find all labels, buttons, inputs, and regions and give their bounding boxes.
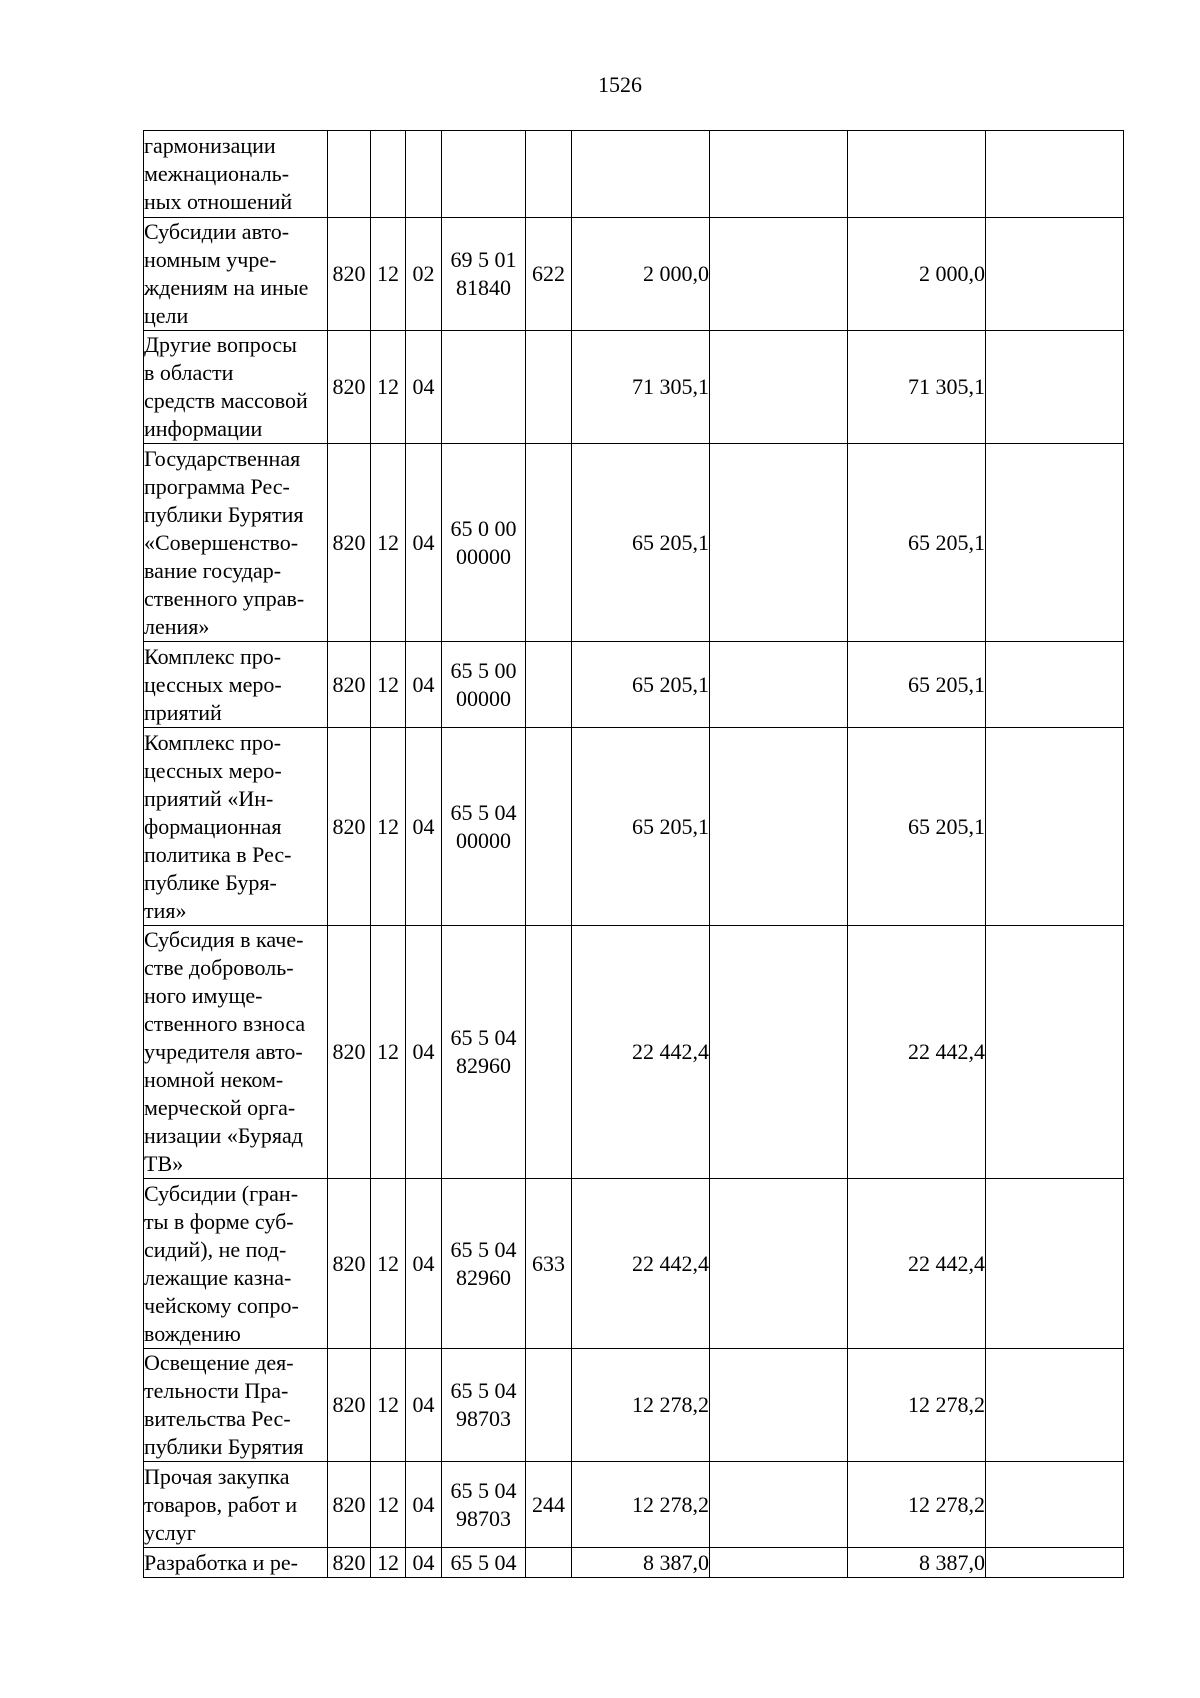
target-article-line: 82960 <box>456 1264 511 1290</box>
row-name-line: номным учре- <box>144 247 277 272</box>
sum-cell: 22 442,4 <box>572 926 710 1179</box>
table-row <box>144 728 1124 926</box>
subsection-code-cell: 04 <box>406 728 442 926</box>
row-name-cell <box>144 331 328 444</box>
target-article-cell <box>442 728 526 926</box>
section-code-cell: 12 <box>371 1179 406 1349</box>
subsection-code-cell: 04 <box>406 642 442 728</box>
expense-type-cell: 244 <box>526 1462 572 1548</box>
row-name-line: тия» <box>144 897 187 923</box>
row-name-line: ТВ» <box>144 1151 184 1176</box>
target-article-line: 65 5 04 <box>450 1549 517 1575</box>
section-code-cell: 12 <box>371 728 406 926</box>
section-code-cell: 12 <box>371 331 406 444</box>
subsection-code-cell: 04 <box>406 926 442 1179</box>
total-cell: 71 305,1 <box>848 331 986 444</box>
row-name-line: публике Буря- <box>144 869 277 895</box>
target-article-line: 00000 <box>456 685 511 711</box>
row-name-line: ждениям на иные <box>144 275 309 300</box>
expense-type-cell: 633 <box>526 1179 572 1349</box>
row-name-cell <box>144 1462 328 1548</box>
row-name-line: в области <box>144 360 234 385</box>
sum-cell: 8 387,0 <box>572 1548 710 1578</box>
target-article-cell <box>442 1179 526 1349</box>
sum-cell: 22 442,4 <box>572 1179 710 1349</box>
row-name-line: Комплекс про- <box>144 729 282 755</box>
row-name-line: Субсидия в каче- <box>144 927 304 952</box>
row-name-line: тельности Пра- <box>144 1378 289 1403</box>
page-number: 1526 <box>598 72 642 97</box>
row-name-line: ственного управ- <box>144 585 305 611</box>
target-article-line: 69 5 01 <box>450 247 517 272</box>
total-cell <box>848 131 986 218</box>
row-name-line: вождению <box>144 1320 241 1346</box>
expense-type-cell <box>526 926 572 1179</box>
section-code-cell <box>371 131 406 218</box>
total-cell: 65 205,1 <box>848 444 986 642</box>
table-row <box>144 1179 1124 1349</box>
table-row <box>144 218 1124 331</box>
subsection-code-cell: 02 <box>406 218 442 331</box>
ministry-code-cell: 820 <box>328 1462 371 1548</box>
target-article-line: 00000 <box>456 827 511 853</box>
ministry-code-cell: 820 <box>328 926 371 1179</box>
target-article-cell <box>442 642 526 728</box>
row-name-line: формационная <box>144 813 282 839</box>
table-row <box>144 331 1124 444</box>
row-name-line: Другие вопросы <box>144 332 297 357</box>
target-article-cell <box>442 1349 526 1462</box>
target-article-line: 98703 <box>456 1505 511 1531</box>
change-cell <box>710 331 848 444</box>
budget-table <box>143 130 1124 1578</box>
section-code-cell: 12 <box>371 1462 406 1548</box>
row-name-line: Государственная <box>144 445 301 471</box>
table-row <box>144 444 1124 642</box>
row-name-line: номной неком- <box>144 1067 284 1092</box>
expense-type-cell <box>526 331 572 444</box>
section-code-cell: 12 <box>371 926 406 1179</box>
target-article-line: 81840 <box>456 275 511 300</box>
change-cell <box>710 926 848 1179</box>
change-cell <box>710 1349 848 1462</box>
row-name-line: Субсидии авто- <box>144 219 290 244</box>
row-name-line: товаров, работ и <box>144 1491 298 1517</box>
ministry-code-cell: 820 <box>328 642 371 728</box>
extra-cell <box>986 1462 1124 1548</box>
expense-type-cell <box>526 1548 572 1578</box>
row-name-cell <box>144 728 328 926</box>
total-cell: 8 387,0 <box>848 1548 986 1578</box>
expense-type-cell <box>526 1349 572 1462</box>
extra-cell <box>986 1179 1124 1349</box>
row-name-line: ты в форме суб- <box>144 1208 294 1234</box>
row-name-cell <box>144 926 328 1179</box>
row-name-line: чейскому сопро- <box>144 1292 299 1318</box>
target-article-line: 82960 <box>456 1053 511 1078</box>
table-row <box>144 1462 1124 1548</box>
sum-cell: 71 305,1 <box>572 331 710 444</box>
row-name-cell <box>144 1179 328 1349</box>
sum-cell: 12 278,2 <box>572 1462 710 1548</box>
total-cell: 65 205,1 <box>848 642 986 728</box>
row-name-line: услуг <box>144 1519 196 1545</box>
row-name-line: гармонизации <box>144 133 276 158</box>
row-name-line: сидий), не под- <box>144 1236 287 1262</box>
row-name-line: цессных меро- <box>144 671 282 697</box>
expense-type-cell: 622 <box>526 218 572 331</box>
target-article-line: 00000 <box>456 543 511 569</box>
table-row <box>144 131 1124 218</box>
table-row <box>144 642 1124 728</box>
subsection-code-cell: 04 <box>406 1179 442 1349</box>
sum-cell: 2 000,0 <box>572 218 710 331</box>
row-name-line: публики Бурятия <box>144 501 304 527</box>
row-name-line: Разработка и ре- <box>144 1549 298 1575</box>
row-name-cell <box>144 1349 328 1462</box>
subsection-code-cell <box>406 131 442 218</box>
target-article-line: 65 5 00 <box>450 657 517 683</box>
target-article-line: 65 5 04 <box>450 1378 517 1403</box>
ministry-code-cell: 820 <box>328 218 371 331</box>
target-article-line: 65 0 00 <box>450 515 517 541</box>
total-cell: 22 442,4 <box>848 926 986 1179</box>
subsection-code-cell: 04 <box>406 331 442 444</box>
row-name-line: ления» <box>144 613 210 639</box>
change-cell <box>710 1462 848 1548</box>
row-name-line: приятий «Ин- <box>144 785 274 811</box>
sum-cell: 65 205,1 <box>572 444 710 642</box>
extra-cell <box>986 1349 1124 1462</box>
row-name-line: публики Бурятия <box>144 1434 304 1459</box>
target-article-cell <box>442 926 526 1179</box>
row-name-line: приятий <box>144 699 222 725</box>
subsection-code-cell: 04 <box>406 1462 442 1548</box>
row-name-line: межнациональ- <box>144 161 290 186</box>
row-name-line: ного имуще- <box>144 983 263 1008</box>
row-name-line: программа Рес- <box>144 473 290 499</box>
target-article-cell <box>442 218 526 331</box>
expense-type-cell <box>526 728 572 926</box>
target-article-line: 65 5 04 <box>450 1025 517 1050</box>
target-article-cell <box>442 1462 526 1548</box>
row-name-line: Субсидии (гран- <box>144 1180 299 1206</box>
target-article-line: 65 5 04 <box>450 1477 517 1503</box>
row-name-line: информации <box>144 416 263 441</box>
ministry-code-cell <box>328 131 371 218</box>
table-row <box>144 1548 1124 1578</box>
section-code-cell: 12 <box>371 642 406 728</box>
subsection-code-cell: 04 <box>406 1548 442 1578</box>
expense-type-cell <box>526 444 572 642</box>
ministry-code-cell: 820 <box>328 331 371 444</box>
target-article-line: 65 5 04 <box>450 1236 517 1262</box>
row-name-line: учредителя авто- <box>144 1039 303 1064</box>
target-article-line: 65 5 04 <box>450 799 517 825</box>
row-name-line: мерческой орга- <box>144 1095 296 1120</box>
total-cell: 12 278,2 <box>848 1462 986 1548</box>
extra-cell <box>986 218 1124 331</box>
total-cell: 65 205,1 <box>848 728 986 926</box>
row-name-line: ственного взноса <box>144 1011 306 1036</box>
extra-cell <box>986 331 1124 444</box>
row-name-line: цели <box>144 303 189 328</box>
change-cell <box>710 1179 848 1349</box>
extra-cell <box>986 926 1124 1179</box>
table-row <box>144 926 1124 1179</box>
extra-cell <box>986 728 1124 926</box>
sum-cell: 65 205,1 <box>572 642 710 728</box>
section-code-cell: 12 <box>371 218 406 331</box>
row-name-line: вительства Рес- <box>144 1406 291 1431</box>
target-article-line: 98703 <box>456 1406 511 1431</box>
section-code-cell: 12 <box>371 1349 406 1462</box>
change-cell <box>710 728 848 926</box>
table-row <box>144 1349 1124 1462</box>
extra-cell <box>986 1548 1124 1578</box>
change-cell <box>710 444 848 642</box>
extra-cell <box>986 131 1124 218</box>
change-cell <box>710 642 848 728</box>
expense-type-cell <box>526 642 572 728</box>
total-cell: 22 442,4 <box>848 1179 986 1349</box>
row-name-line: низации «Буряад <box>144 1123 303 1148</box>
sum-cell: 65 205,1 <box>572 728 710 926</box>
row-name-line: Прочая закупка <box>144 1463 290 1489</box>
target-article-cell <box>442 1548 526 1578</box>
total-cell: 2 000,0 <box>848 218 986 331</box>
row-name-cell <box>144 218 328 331</box>
row-name-line: «Совершенство- <box>144 529 299 555</box>
row-name-line: стве доброволь- <box>144 955 294 980</box>
row-name-cell <box>144 642 328 728</box>
target-article-cell <box>442 444 526 642</box>
subsection-code-cell: 04 <box>406 444 442 642</box>
target-article-cell <box>442 131 526 218</box>
row-name-cell <box>144 444 328 642</box>
change-cell <box>710 131 848 218</box>
section-code-cell: 12 <box>371 444 406 642</box>
sum-cell <box>572 131 710 218</box>
row-name-line: ных отношений <box>144 189 293 214</box>
row-name-line: лежащие казна- <box>144 1264 292 1290</box>
row-name-line: политика в Рес- <box>144 841 292 867</box>
ministry-code-cell: 820 <box>328 444 371 642</box>
table-body <box>144 131 1124 1578</box>
ministry-code-cell: 820 <box>328 1179 371 1349</box>
section-code-cell: 12 <box>371 1548 406 1578</box>
extra-cell <box>986 444 1124 642</box>
row-name-line: средств массовой <box>144 388 308 413</box>
row-name-line: цессных меро- <box>144 757 282 783</box>
total-cell: 12 278,2 <box>848 1349 986 1462</box>
change-cell <box>710 1548 848 1578</box>
row-name-cell <box>144 131 328 218</box>
row-name-line: вание государ- <box>144 557 282 583</box>
ministry-code-cell: 820 <box>328 728 371 926</box>
extra-cell <box>986 642 1124 728</box>
target-article-cell <box>442 331 526 444</box>
ministry-code-cell: 820 <box>328 1349 371 1462</box>
sum-cell: 12 278,2 <box>572 1349 710 1462</box>
row-name-cell <box>144 1548 328 1578</box>
subsection-code-cell: 04 <box>406 1349 442 1462</box>
row-name-line: Комплекс про- <box>144 643 282 669</box>
expense-type-cell <box>526 131 572 218</box>
change-cell <box>710 218 848 331</box>
row-name-line: Освещение дея- <box>144 1350 294 1375</box>
ministry-code-cell: 820 <box>328 1548 371 1578</box>
